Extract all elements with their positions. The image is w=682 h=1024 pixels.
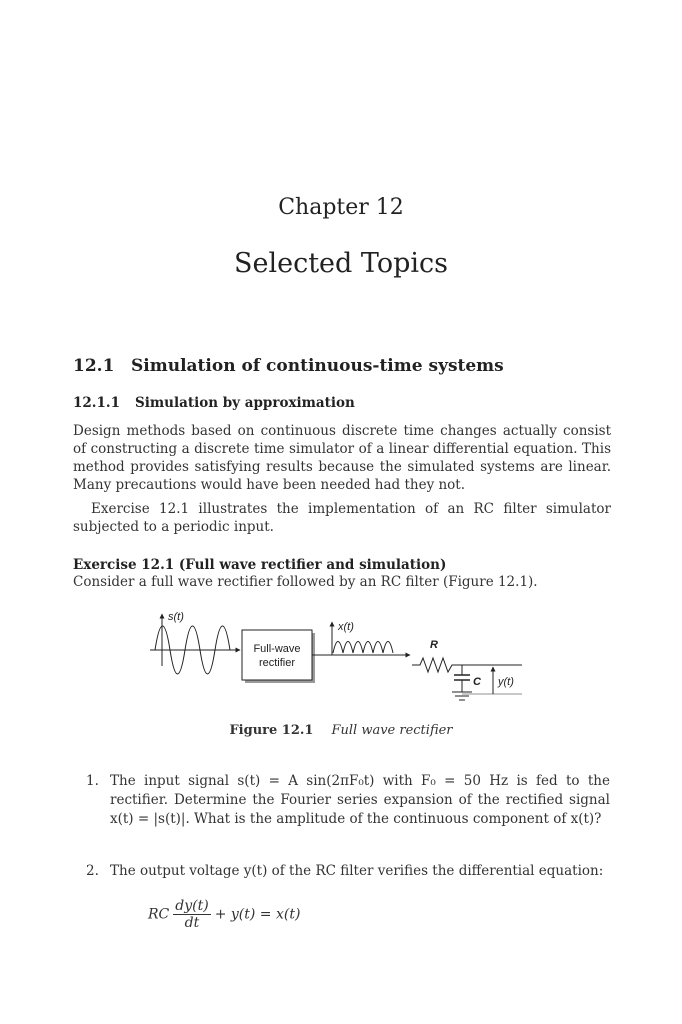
eq-prefix: RC: [148, 906, 170, 923]
item-text: The output voltage y(t) of the RC filter verifies the differential equation:: [110, 863, 604, 879]
rectifier-box: [242, 630, 312, 680]
figure-12-1: [150, 608, 540, 712]
subsection-title: Simulation by approximation: [135, 395, 355, 411]
paragraph-2: Exercise 12.1 illustrates the implementation of an RC filter simulator subjected to a periodic input.: [73, 501, 611, 535]
subsection-heading: [73, 395, 355, 411]
item-marker: 1.: [86, 773, 99, 789]
figure-caption: [0, 723, 682, 738]
eq-denominator: dt: [184, 915, 200, 931]
chapter-title: Selected Topics: [234, 248, 448, 279]
rectifier-diagram: [150, 608, 540, 708]
resistor-label: R: [430, 639, 438, 651]
caption-number: Figure 12.1: [229, 723, 314, 738]
item-text: The input signal s(t) = A sin(2πF₀t) with F₀ = 50 Hz is fed to the rectifier. Determine the Fourier series expansion of the rectified signal x(t) = |s(t)|. What is the amplitude of the continuous component of x(t)?: [110, 773, 610, 827]
resistor: [412, 658, 462, 672]
exercise-intro: Consider a full wave rectifier followed by an RC filter (Figure 12.1).: [73, 574, 538, 590]
rectified-wave: [333, 642, 393, 654]
section-number: 12.1: [73, 356, 115, 376]
box-label-2: rectifier: [258, 657, 296, 669]
paragraph-1: Design methods based on continuous discrete time changes actually consist of constructing a discrete time simulator of a linear differential equation. This method provides satisfying results because the simulated systems are linear. Many precautions would have been needed had they not.: [73, 423, 611, 493]
subsection-number: 12.1.1: [73, 395, 120, 411]
exercise-heading: Exercise 12.1 (Full wave rectifier and simulation): [73, 557, 447, 573]
input-label: s(t): [168, 611, 184, 623]
eq-suffix: + y(t) = x(t): [214, 906, 301, 923]
section-title: Simulation of continuous-time systems: [131, 356, 504, 376]
list-item: [86, 772, 610, 829]
chapter-label: Chapter 12: [278, 195, 404, 220]
list-item: [86, 862, 610, 881]
output-label: y(t): [498, 676, 514, 688]
box-label-1: Full-wave: [253, 643, 301, 655]
capacitor-label: C: [473, 676, 481, 688]
caption-text: Full wave rectifier: [331, 723, 453, 738]
section-heading: [73, 356, 504, 376]
item-marker: 2.: [86, 863, 99, 879]
eq-numerator: dy(t): [175, 898, 209, 914]
differential-equation: [148, 898, 300, 931]
eq-fraction: [173, 898, 210, 931]
rectified-label: x(t): [338, 621, 354, 633]
